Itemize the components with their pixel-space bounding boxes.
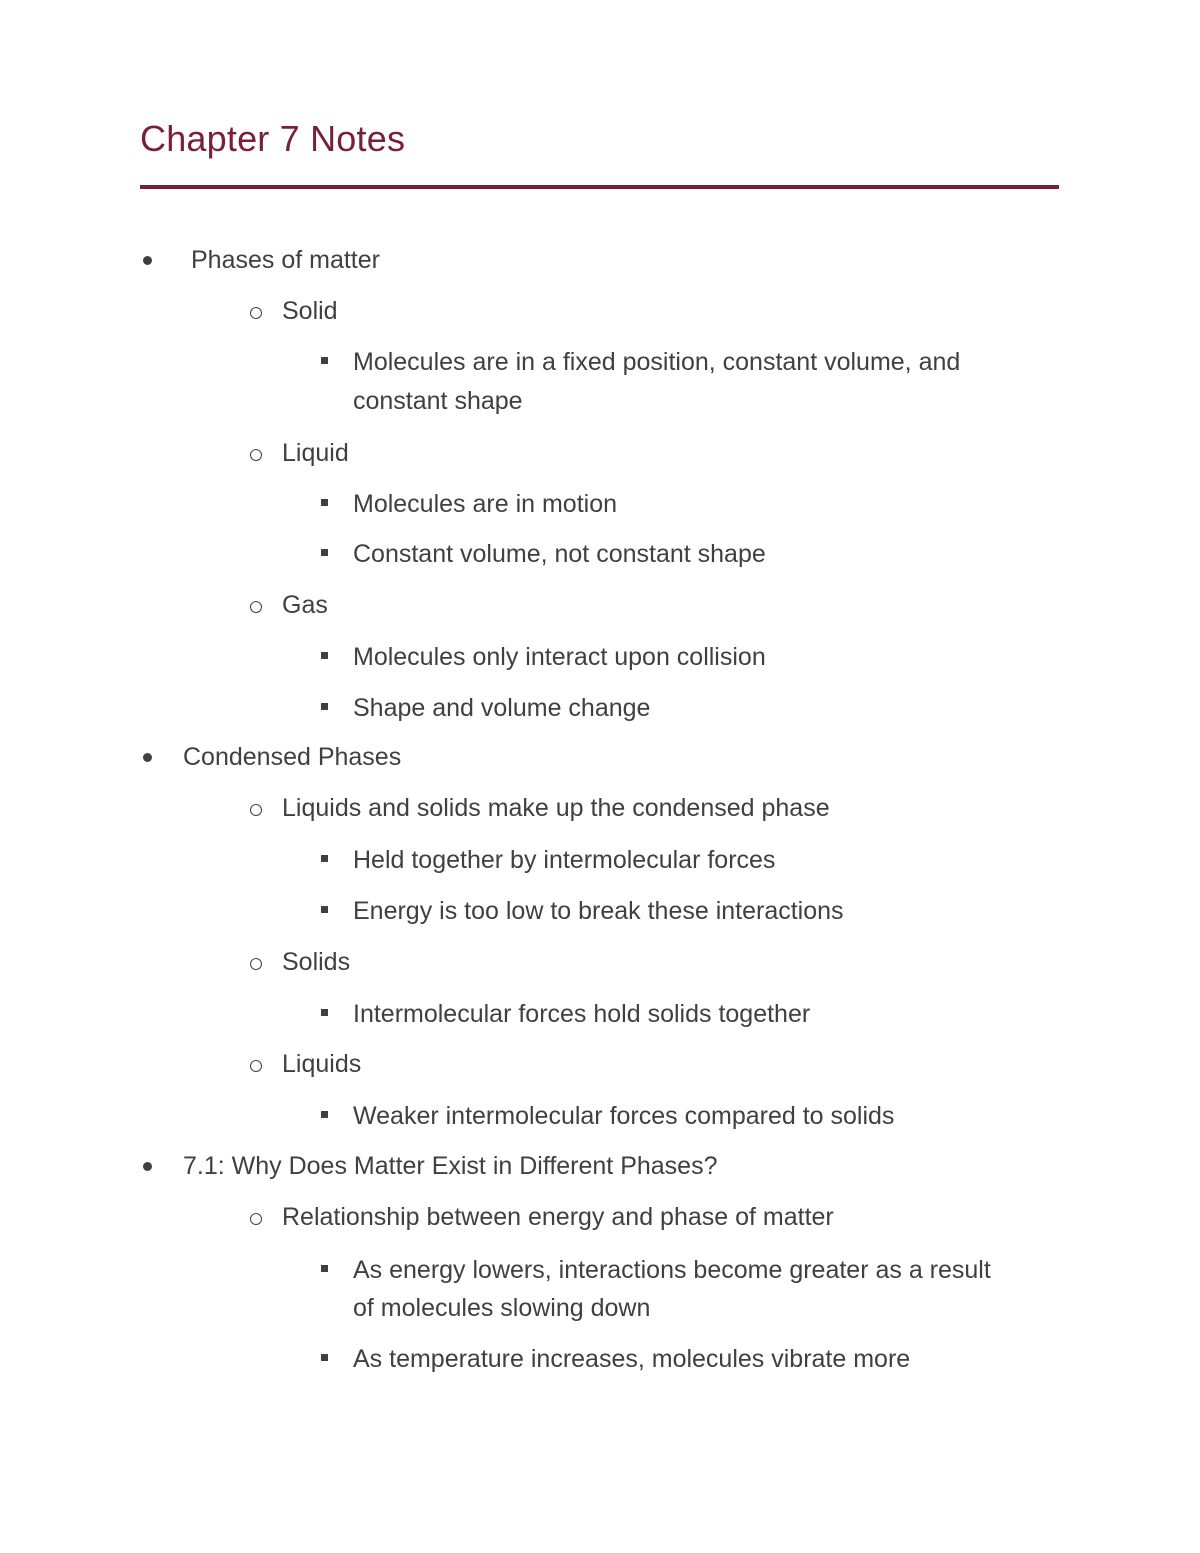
detail-point: As energy lowers, interactions become greater as a result bbox=[353, 1256, 991, 1284]
bullet-dot-icon bbox=[143, 256, 152, 265]
square-bullet-icon bbox=[321, 549, 328, 556]
square-bullet-icon bbox=[321, 652, 328, 659]
circle-bullet-icon bbox=[250, 1060, 262, 1072]
square-bullet-icon bbox=[321, 1265, 328, 1272]
bullet-dot-icon bbox=[143, 1162, 152, 1171]
circle-bullet-icon bbox=[250, 307, 262, 319]
subsection-label: Solid bbox=[282, 297, 338, 325]
detail-point: Intermolecular forces hold solids together bbox=[353, 1000, 811, 1028]
detail-point: Held together by intermolecular forces bbox=[353, 846, 776, 874]
square-bullet-icon bbox=[321, 1009, 328, 1016]
subsection-label: Liquids bbox=[282, 1050, 362, 1078]
circle-bullet-icon bbox=[250, 601, 262, 613]
square-bullet-icon bbox=[321, 357, 328, 364]
square-bullet-icon bbox=[321, 703, 328, 710]
detail-point: Molecules only interact upon collision bbox=[353, 643, 766, 671]
subsection-label: Gas bbox=[282, 591, 328, 619]
detail-point: Weaker intermolecular forces compared to solids bbox=[353, 1102, 895, 1130]
section-heading: Phases of matter bbox=[191, 246, 380, 274]
subsection-label: Liquid bbox=[282, 439, 349, 467]
detail-point-continuation: of molecules slowing down bbox=[353, 1294, 651, 1322]
detail-point: Constant volume, not constant shape bbox=[353, 540, 766, 568]
detail-point: Molecules are in a fixed position, constant volume, and bbox=[353, 348, 961, 376]
circle-bullet-icon bbox=[250, 958, 262, 970]
circle-bullet-icon bbox=[250, 449, 262, 461]
square-bullet-icon bbox=[321, 855, 328, 862]
square-bullet-icon bbox=[321, 906, 328, 913]
detail-point: As temperature increases, molecules vibrate more bbox=[353, 1345, 911, 1373]
square-bullet-icon bbox=[321, 1111, 328, 1118]
bullet-dot-icon bbox=[143, 753, 152, 762]
circle-bullet-icon bbox=[250, 1213, 262, 1225]
square-bullet-icon bbox=[321, 499, 328, 506]
detail-point: Energy is too low to break these interactions bbox=[353, 897, 844, 925]
section-heading: Condensed Phases bbox=[183, 743, 402, 771]
title-divider bbox=[140, 185, 1059, 189]
section-heading: 7.1: Why Does Matter Exist in Different Phases? bbox=[183, 1152, 718, 1180]
subsection-label: Solids bbox=[282, 948, 351, 976]
square-bullet-icon bbox=[321, 1354, 328, 1361]
detail-point: Shape and volume change bbox=[353, 694, 651, 722]
circle-bullet-icon bbox=[250, 804, 262, 816]
page-title: Chapter 7 Notes bbox=[140, 118, 406, 159]
detail-point-continuation: constant shape bbox=[353, 387, 523, 415]
subsection-label: Relationship between energy and phase of matter bbox=[282, 1203, 834, 1231]
detail-point: Molecules are in motion bbox=[353, 490, 618, 518]
subsection-label: Liquids and solids make up the condensed phase bbox=[282, 794, 830, 822]
